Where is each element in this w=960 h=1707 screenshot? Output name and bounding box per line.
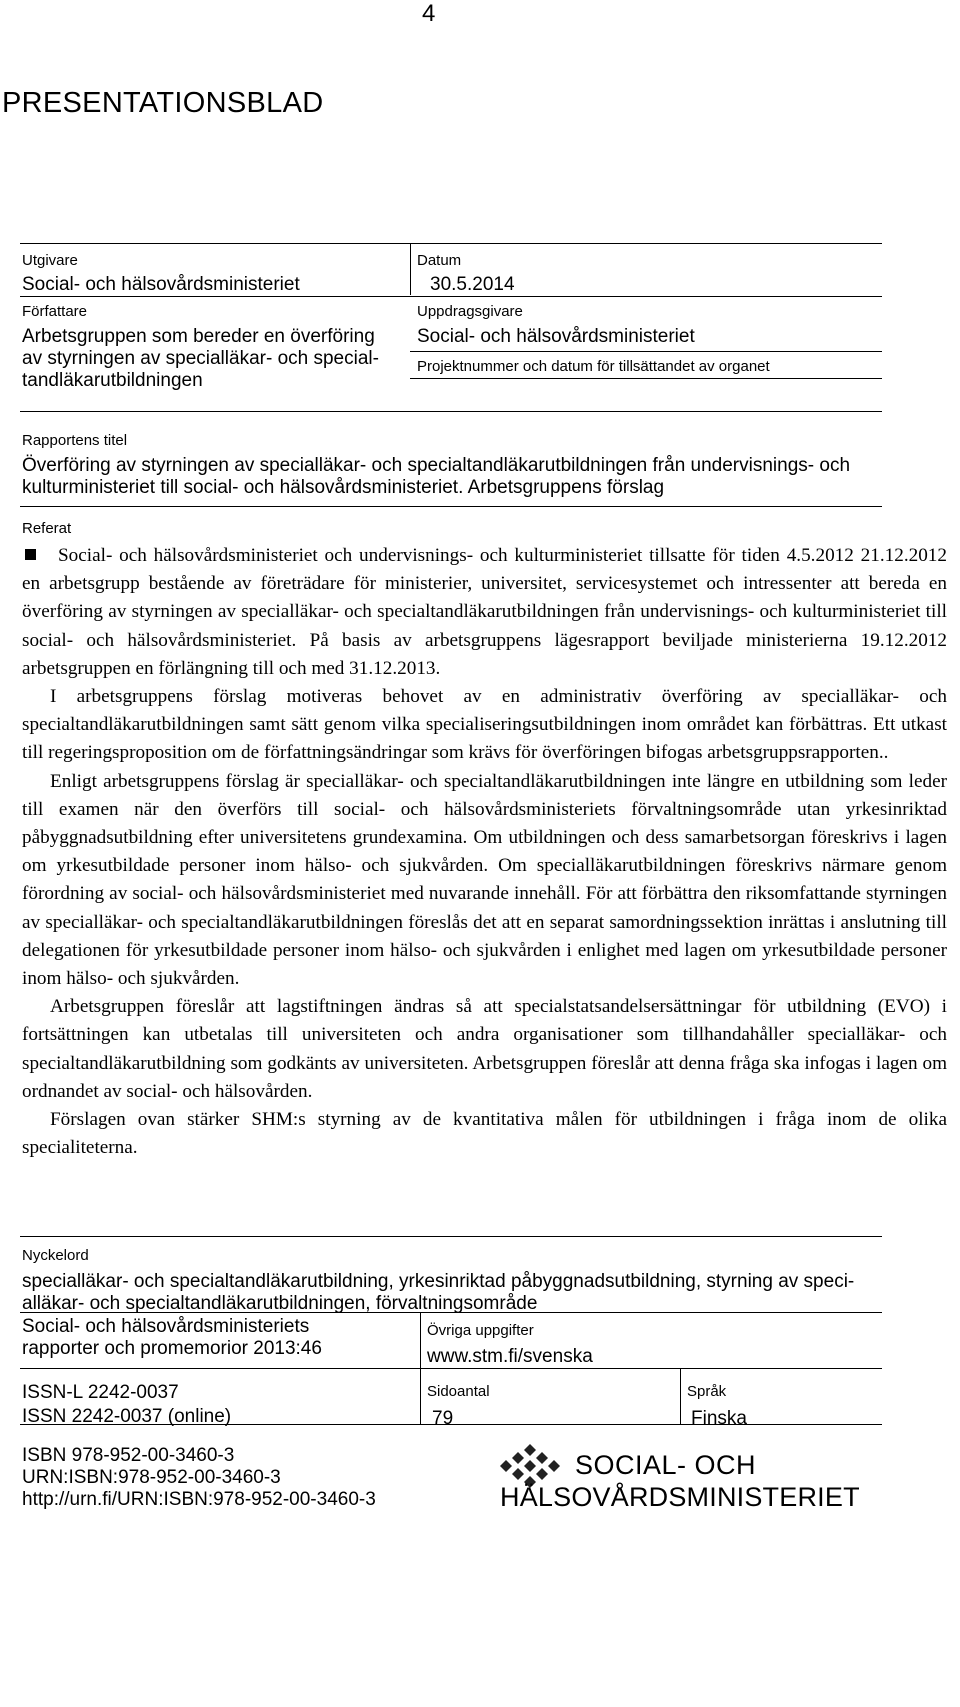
series-line2: rapporter och promemorior 2013:46 — [22, 1338, 322, 1359]
logo-text-line2: HÄLSOVÅRDSMINISTERIET — [500, 1482, 860, 1512]
referat-top-line — [20, 506, 882, 507]
ovriga-value: www.stm.fi/svenska — [427, 1346, 593, 1367]
ministry-logo — [500, 1442, 860, 1542]
sidoantal-divider — [420, 1368, 421, 1424]
header-mid-line — [20, 296, 882, 297]
series-line1: Social- och hälsovårdsministeriets — [22, 1316, 310, 1337]
titel-label: Rapportens titel — [22, 432, 128, 449]
referat-paragraph: I arbetsgruppens förslag motiveras behovet av en administrativ överföring av specialläkar- och specialtandläkarutbildningen samt sätt genom vilka specialiseringsutbildningen inom området kan förbättras. Ett utkast till regeringsproposition om de författningsändringar som krävs för överföringen bifogas arbetsgruppsrapporten.. — [22, 686, 947, 764]
projekt-line — [410, 378, 882, 379]
uppdragsgivare-value: Social- och hälsovårdsministeriet — [417, 326, 695, 347]
titel-top-line — [20, 411, 882, 412]
nyckelord-bottom-line — [20, 1312, 882, 1313]
referat-paragraph: Förslagen ovan stärker SHM:s styrning av de kvantitativa målen för utbildningen i fråga inom de olika specialiteterna. — [22, 1109, 947, 1159]
isbn: ISBN 978-952-00-3460-3 — [22, 1445, 235, 1466]
utgivare-label: Utgivare — [22, 252, 78, 269]
header-divider — [410, 243, 411, 295]
datum-label: Datum — [417, 252, 462, 269]
sidoantal-value: 79 — [432, 1408, 454, 1429]
page-number: 4 — [422, 0, 436, 27]
sprak-divider — [680, 1368, 681, 1424]
urn-link[interactable]: http://urn.fi/URN:ISBN:978-952-00-3460-3 — [22, 1489, 376, 1510]
projekt-label: Projektnummer och datum för tillsättandet av organet — [417, 358, 770, 375]
ovriga-label: Övriga uppgifter — [427, 1322, 534, 1339]
issn-online: ISSN 2242-0037 (online) — [22, 1406, 232, 1427]
nyckelord-value: specialläkar- och specialtandläkarutbildning, yrkesinriktad påbyggnadsutbildning, styrning av speci-alläkar- och specialtandläkarutbildningen, förvaltningsområde — [22, 1271, 855, 1314]
referat-paragraph: Arbetsgruppen föreslår att lagstiftningen ändras så att specialstatsandelsersättningar för utbildning (EVO) i fortsättningen kan utbetalas till universiteten och andra organisationer som tillhandahåller specialläkar- och specialtandläkarutbildning som godkänts av universiteten. Arbetsgruppen föreslår att denna fråga ska infogas i lagen om ordnandet av social- och hälsovården. — [22, 996, 947, 1102]
referat-paragraph: Social- och hälsovårdsministeriet och undervisnings- och kulturministeriet tillsatte för tiden 4.5.2012 21.12.2012 en arbetsgrupp bestående av företrädare för ministerier, universitet, servicesystemet och intressenter att bereda en överföring av styrningen av specialläkar- och specialtandläkarutbildningen från undervisnings- och kulturministeriet till social- och hälsovårdsministeriet. På basis av arbetsgruppens lägesrapport beviljade ministerierna 19.12.2012 arbetsgruppen en förlängning till och med 31.12.2013. — [22, 545, 947, 679]
uppdragsgivare-label: Uppdragsgivare — [417, 303, 523, 320]
referat-text — [22, 542, 947, 1162]
referat-label: Referat — [22, 520, 72, 537]
rapport-title: Överföring av styrningen av specialläkar- och specialtandläkarutbildningen från undervisnings- och kulturministeriet till social- och hälsovårdsministeriet. Arbetsgruppens förslag — [22, 455, 851, 498]
ovriga-divider — [420, 1312, 421, 1368]
issn-l: ISSN-L 2242-0037 — [22, 1382, 179, 1403]
ovriga-bottom-line — [20, 1368, 882, 1369]
issn-bottom-line — [20, 1424, 882, 1425]
logo-text-line1: SOCIAL- OCH — [575, 1450, 757, 1480]
nyckelord-top-line — [20, 1236, 882, 1237]
datum-value: 30.5.2014 — [430, 274, 515, 295]
uppdragsgivare-line — [410, 351, 882, 352]
referat-paragraph: Enligt arbetsgruppens förslag är specialläkar- och specialtandläkarutbildningen inte längre en utbildning som leder till examen när den överförs till social- och hälsovårdsministeriets förvaltningsområde utan yrkesinriktad påbyggnadsutbildning efter universitetens grundexamina. Om utbildningen och dess samarbetsorgan föreskrivs i lagen om yrkesutbildade personer inom hälso- och sjukvården. Om specialläkarutbildningen föreskrivs närmare genom förordning av social- och hälsovårdsministeriet med nuvarande innehåll. För att förbättra den riksomfattande styrningen av specialläkar- och specialtandläkarutbildningen föreslås det att en separat samordningssektion inrättas i anslutning till delegationen för yrkesutbildade personer inom hälso- och sjukvården i enlighet med lagen om yrkesutbildade personer inom hälso- och sjukvården. — [22, 770, 947, 990]
bullet-square-icon — [25, 549, 36, 560]
utgivare-value: Social- och hälsovårdsministeriet — [22, 274, 300, 295]
page-title: PRESENTATIONSBLAD — [2, 87, 324, 119]
forfattare-label: Författare — [22, 303, 88, 320]
sprak-label: Språk — [687, 1383, 727, 1400]
sidoantal-label: Sidoantal — [427, 1383, 490, 1400]
nyckelord-label: Nyckelord — [22, 1247, 89, 1264]
urn: URN:ISBN:978-952-00-3460-3 — [22, 1467, 281, 1488]
header-top-line — [20, 243, 882, 244]
forfattare-value: Arbetsgruppen som bereder en överföring av styrningen av specialläkar- och special-tandläkarutbildningen — [22, 326, 379, 391]
sprak-value: Finska — [691, 1408, 747, 1429]
